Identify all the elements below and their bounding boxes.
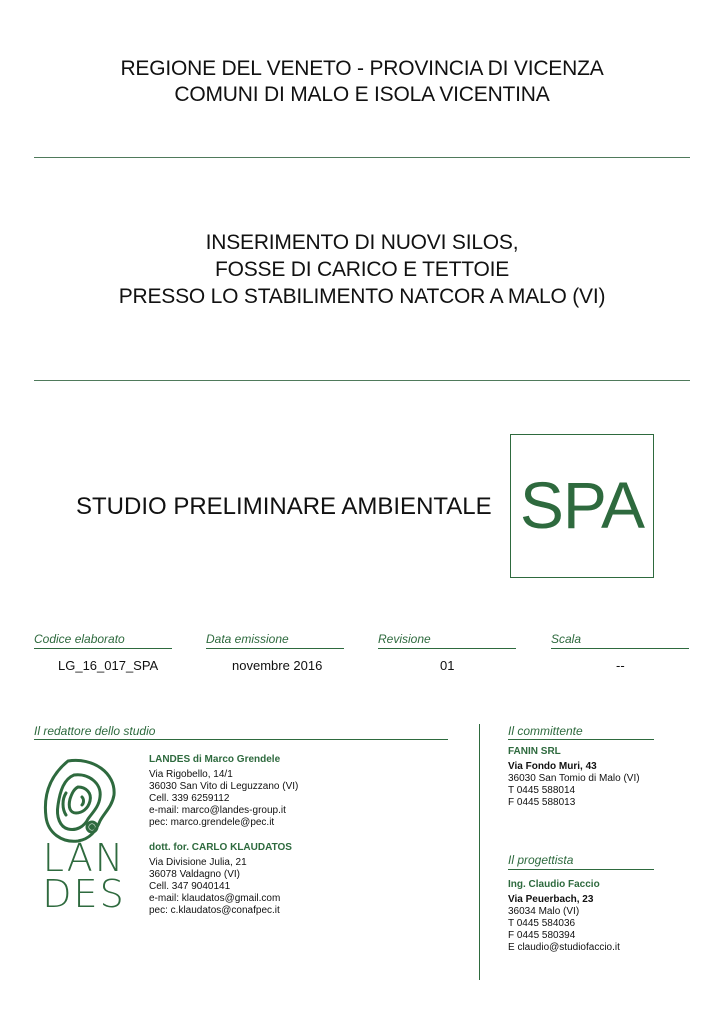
revisione-label: Revisione	[378, 632, 431, 646]
project-title-line2: FOSSE DI CARICO E TETTOIE	[214, 258, 510, 281]
project-title-line1: INSERIMENTO DI NUOVI SILOS,	[205, 231, 519, 254]
progettista-rule	[508, 869, 654, 870]
revisione-rule	[378, 648, 516, 649]
klaudatos-name: dott. for. CARLO KLAUDATOS	[149, 842, 292, 853]
document-title: STUDIO PRELIMINARE AMBIENTALE	[76, 493, 492, 520]
vertical-divider	[479, 724, 480, 980]
landes-address: Via Rigobello, 14/1	[149, 769, 233, 780]
landes-logo-text-bottom: DES	[42, 872, 126, 916]
landes-email[interactable]: e-mail: marco@landes-group.it	[149, 805, 286, 816]
klaudatos-phone: Cell. 347 9040141	[149, 881, 231, 892]
revisione-value: 01	[440, 658, 455, 673]
landes-logo	[38, 757, 130, 917]
data-value: novembre 2016	[232, 658, 323, 673]
landes-name: LANDES di Marco Grendele	[149, 754, 281, 765]
region-title: REGIONE DEL VENETO - PROVINCIA DI VICENZA	[120, 57, 604, 80]
klaudatos-city: 36078 Valdagno (VI)	[149, 869, 240, 880]
landes-city: 36030 San Vito di Leguzzano (VI)	[149, 781, 299, 792]
landes-logo-text-top: LAN	[42, 836, 126, 880]
progettista-city: 36034 Malo (VI)	[508, 906, 580, 917]
codice-value: LG_16_017_SPA	[58, 658, 159, 673]
committente-contact-block	[508, 746, 640, 809]
committente-rule	[508, 739, 654, 740]
scala-rule	[551, 648, 689, 649]
scala-label: Scala	[551, 632, 582, 646]
committente-city: 36030 San Tomio di Malo (VI)	[508, 773, 640, 784]
project-title-line3: PRESSO LO STABILIMENTO NATCOR A MALO (VI)	[118, 285, 606, 308]
landes-contact-block	[149, 754, 298, 829]
progettista-tel: T 0445 584036	[508, 918, 576, 929]
landes-logo-mark	[45, 760, 114, 841]
progettista-label: Il progettista	[508, 853, 574, 867]
landes-phone: Cell. 339 6259112	[149, 793, 230, 804]
progettista-address: Via Peuerbach, 23	[508, 894, 594, 905]
klaudatos-email[interactable]: e-mail: klaudatos@gmail.com	[149, 893, 281, 904]
committente-address: Via Fondo Muri, 43	[508, 761, 597, 772]
document-code-badge	[510, 434, 654, 578]
committente-fax: F 0445 588013	[508, 797, 576, 808]
document-code-text: SPA	[519, 468, 645, 542]
progettista-fax: F 0445 580394	[508, 930, 576, 941]
header-divider	[34, 157, 690, 158]
klaudatos-pec[interactable]: pec: c.klaudatos@conafpec.it	[149, 905, 280, 916]
scala-value: --	[616, 658, 625, 673]
data-label: Data emissione	[206, 632, 289, 646]
progettista-email[interactable]: E claudio@studiofaccio.it	[508, 942, 620, 953]
landes-pec[interactable]: pec: marco.grendele@pec.it	[149, 817, 275, 828]
codice-rule	[34, 648, 172, 649]
codice-label: Codice elaborato	[34, 632, 125, 646]
progettista-contact-block	[508, 879, 620, 954]
committente-label: Il committente	[508, 724, 583, 738]
committente-name: FANIN SRL	[508, 746, 561, 757]
municipality-title: COMUNI DI MALO E ISOLA VICENTINA	[174, 83, 550, 106]
klaudatos-address: Via Divisione Julia, 21	[149, 857, 247, 868]
progettista-name: Ing. Claudio Faccio	[508, 879, 600, 890]
project-divider	[34, 380, 690, 381]
data-rule	[206, 648, 344, 649]
klaudatos-contact-block	[149, 842, 292, 917]
redattore-label: Il redattore dello studio	[34, 724, 156, 738]
committente-tel: T 0445 588014	[508, 785, 576, 796]
redattore-rule	[34, 739, 448, 740]
